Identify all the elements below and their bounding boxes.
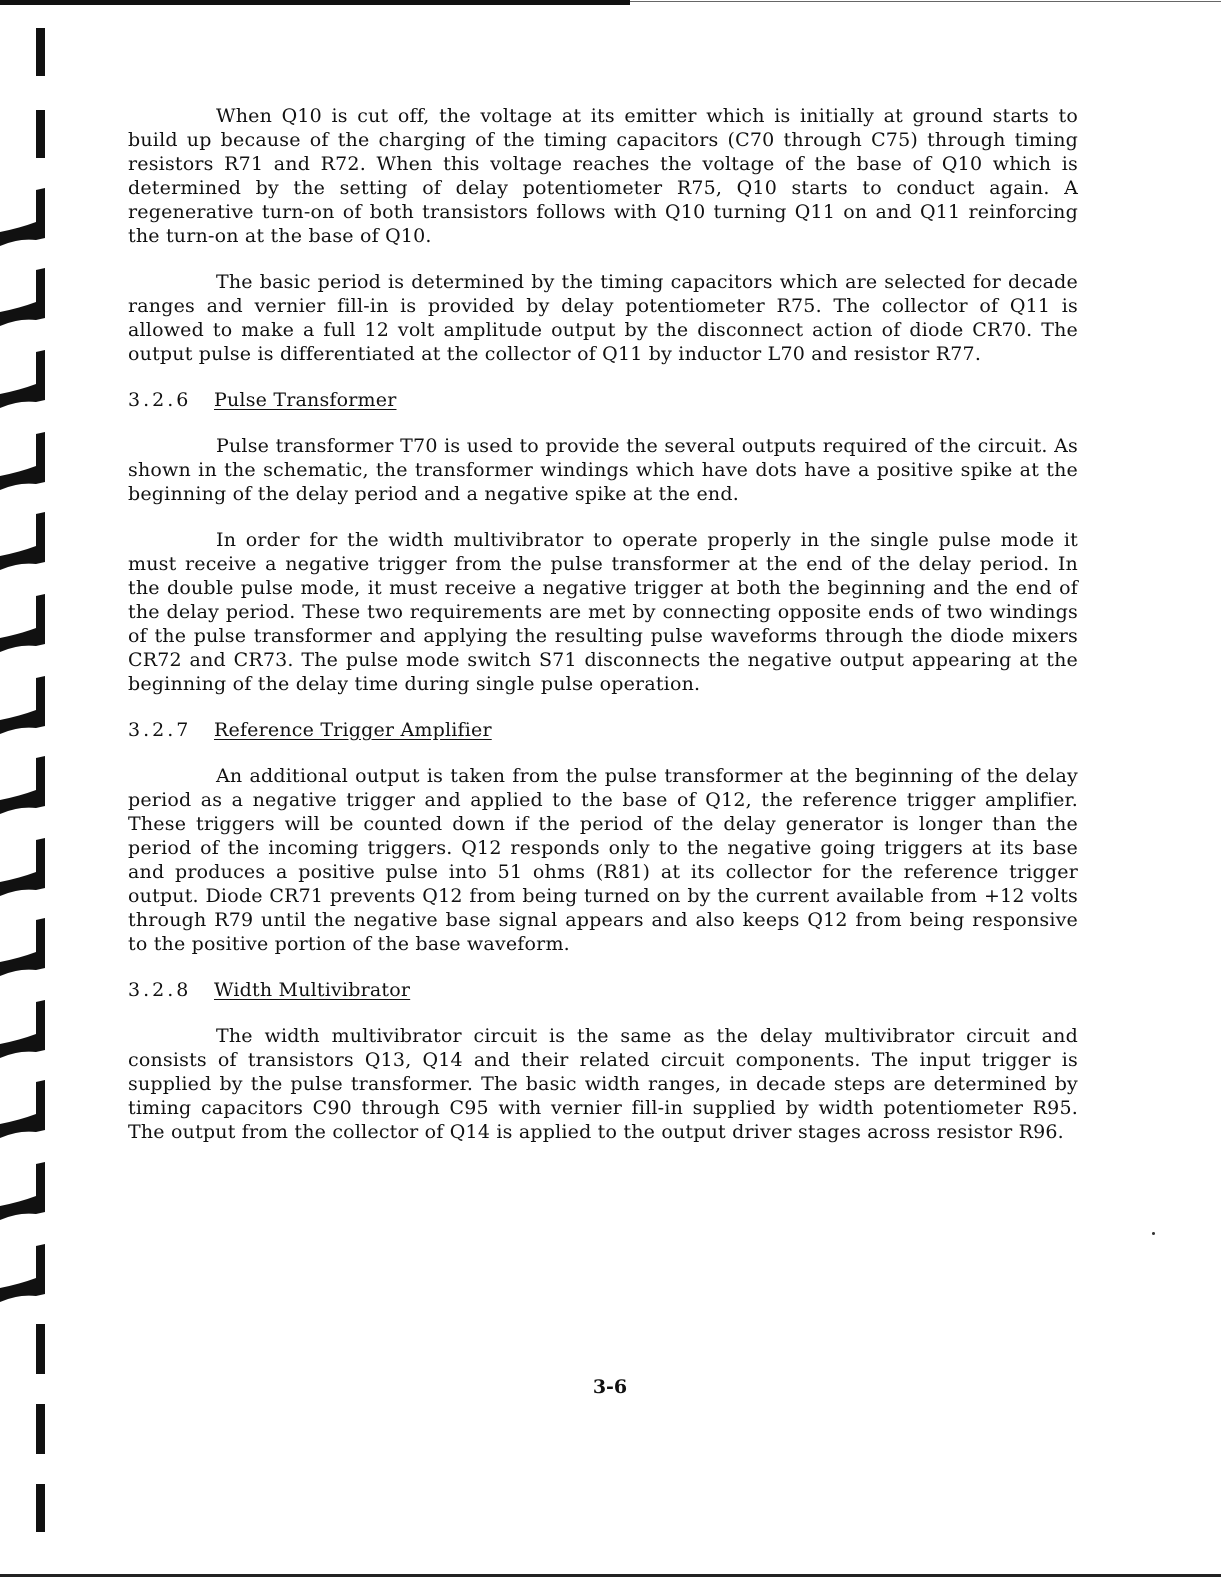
section-heading-3-2-7 xyxy=(128,718,1078,742)
paragraph-q10-cutoff: When Q10 is cut off, the voltage at its emitter which is initially at ground starts to build up because of the charging of the timing capacitors (C70 through C75) through timing resistors R71 and R72. When this voltage reaches the voltage of the base of Q10 which is determined by the setting of delay potentiometer R75, Q10 starts to conduct again. A regenerative turn-on of both transistors follows with Q10 turning Q11 on and Q11 reinforcing the turn-on at the base of Q10. xyxy=(128,105,1078,247)
paragraph-pulse-transformer-t70: Pulse transformer T70 is used to provide the several outputs required of the circuit. As shown in the schematic, the transformer windings which have dots have a positive spike at the beginning of the delay period and a negative spike at the end. xyxy=(128,435,1078,505)
section-title: Reference Trigger Amplifier xyxy=(214,719,492,741)
binder-holes-strip xyxy=(0,0,60,1583)
paragraph-basic-period: The basic period is determined by the timing capacitors which are selected for decade ranges and vernier fill-in is provided by delay potentiometer R75. The collector of Q11 is allowed to make a full 12 volt amplitude output by the disconnect action of diode CR70. The output pulse is differentiated at the collector of Q11 by inductor L70 and resistor R77. xyxy=(128,271,1078,365)
section-title: Width Multivibrator xyxy=(214,979,411,1001)
top-edge-thin-rule xyxy=(630,1,1221,2)
paragraph-width-multivibrator: The width multivibrator circuit is the same as the delay multivibrator circuit and consists of transistors Q13, Q14 and their related circuit components. The input trigger is supplied by the pulse transformer. The basic width ranges, in decade steps are determined by timing capacitors C90 through C95 with vernier fill-in supplied by width potentiometer R95. The output from the collector of Q14 is applied to the output driver stages across resistor R96. xyxy=(128,1025,1078,1143)
top-edge-rule xyxy=(0,0,630,5)
section-heading-3-2-6 xyxy=(128,388,1078,412)
section-number: 3.2.6 xyxy=(128,389,192,411)
section-heading-3-2-8 xyxy=(128,978,1078,1002)
section-number: 3.2.8 xyxy=(128,979,192,1001)
document-body xyxy=(128,104,1078,1166)
scan-speck xyxy=(1152,1232,1155,1235)
section-title: Pulse Transformer xyxy=(214,389,397,411)
paragraph-reference-trigger: An additional output is taken from the pulse transformer at the beginning of the delay period as a negative trigger and applied to the base of Q12, the reference trigger amplifier. These triggers will be counted down if the period of the delay generator is longer than the period of the incoming triggers. Q12 responds only to the negative going triggers at its base and produces a positive pulse into 51 ohms (R81) at its collector for the reference trigger output. Diode CR71 prevents Q12 from being turned on by the current available from +12 volts through R79 until the negative base signal appears and also keeps Q12 from being responsive to the positive portion of the base waveform. xyxy=(128,765,1078,955)
section-number: 3.2.7 xyxy=(128,719,192,741)
paragraph-width-multivibrator-trigger: In order for the width multivibrator to operate properly in the single pulse mode it must receive a negative trigger from the pulse transformer at the end of the delay period. In the double pulse mode, it must receive a negative trigger at both the beginning and the end of the delay period. These two requirements are met by connecting opposite ends of two windings of the pulse transformer and applying the resulting pulse waveforms through the diode mixers CR72 and CR73. The pulse mode switch S71 disconnects the negative output appearing at the beginning of the delay time during single pulse operation. xyxy=(128,529,1078,695)
bottom-edge-rule xyxy=(0,1574,1221,1577)
page-number: 3-6 xyxy=(592,1376,628,1398)
